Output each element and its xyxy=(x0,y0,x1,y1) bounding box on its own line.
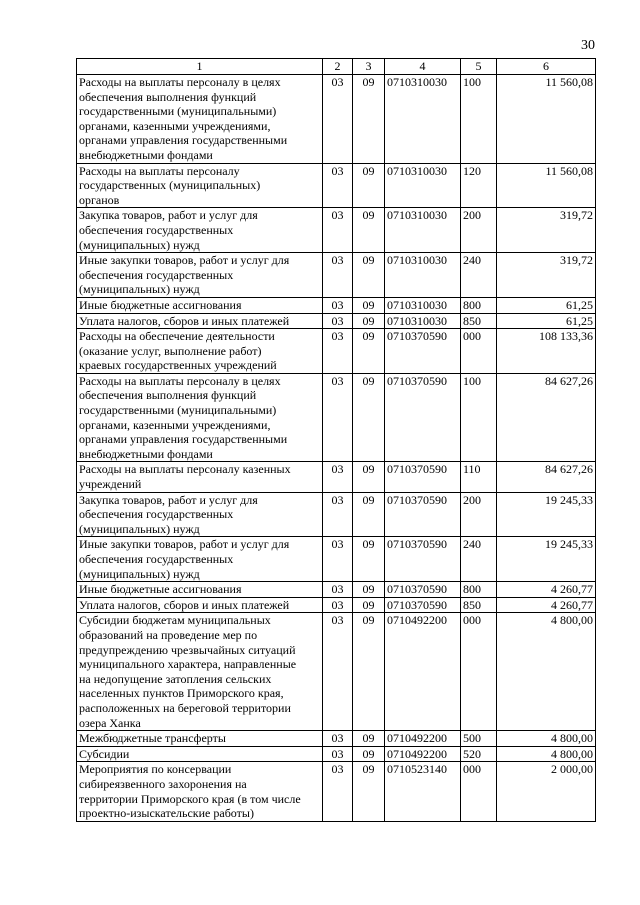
cell-expense-name: Уплата налогов, сборов и иных платежей xyxy=(77,313,323,329)
page-number: 30 xyxy=(581,38,595,53)
cell-expense-name: Расходы на выплаты персоналу казенных учреждений xyxy=(77,462,323,492)
cell-target-article: 0710310030 xyxy=(385,75,461,164)
header-col-2: 2 xyxy=(323,59,353,75)
table-row xyxy=(77,75,596,164)
cell-amount: 4 800,00 xyxy=(497,731,596,747)
cell-amount: 4 260,77 xyxy=(497,582,596,598)
table-row xyxy=(77,163,596,208)
table-row xyxy=(77,373,596,462)
cell-subsection: 09 xyxy=(353,582,385,598)
cell-subsection: 09 xyxy=(353,313,385,329)
budget-table xyxy=(76,58,596,822)
cell-target-article: 0710370590 xyxy=(385,582,461,598)
cell-expense-type: 000 xyxy=(461,762,497,821)
cell-target-article: 0710310030 xyxy=(385,313,461,329)
cell-expense-name: Мероприятия по консервации сибиреязвенного захоронения на территории Приморского края (в том числе проектно-изыскательские работы) xyxy=(77,762,323,821)
cell-subsection: 09 xyxy=(353,462,385,492)
cell-expense-type: 110 xyxy=(461,462,497,492)
cell-amount: 19 245,33 xyxy=(497,492,596,537)
cell-target-article: 0710370590 xyxy=(385,492,461,537)
cell-section: 03 xyxy=(323,597,353,613)
cell-amount: 11 560,08 xyxy=(497,75,596,164)
cell-expense-name: Субсидии xyxy=(77,746,323,762)
table-row xyxy=(77,731,596,747)
cell-amount: 19 245,33 xyxy=(497,537,596,582)
cell-expense-name: Расходы на выплаты персоналу государственных (муниципальных) органов xyxy=(77,163,323,208)
table-row xyxy=(77,613,596,731)
cell-section: 03 xyxy=(323,613,353,731)
cell-target-article: 0710370590 xyxy=(385,462,461,492)
cell-section: 03 xyxy=(323,762,353,821)
header-col-1: 1 xyxy=(77,59,323,75)
table-row xyxy=(77,746,596,762)
table-row xyxy=(77,329,596,374)
cell-expense-name: Иные бюджетные ассигнования xyxy=(77,297,323,313)
cell-section: 03 xyxy=(323,373,353,462)
cell-expense-name: Расходы на выплаты персоналу в целях обеспечения выполнения функций государственными (муниципальными) органами, казенными учреждениями, органами управления государственными внебюджетными фондами xyxy=(77,75,323,164)
cell-amount: 2 000,00 xyxy=(497,762,596,821)
cell-expense-type: 000 xyxy=(461,613,497,731)
table-row xyxy=(77,762,596,821)
cell-target-article: 0710310030 xyxy=(385,208,461,253)
table-row xyxy=(77,597,596,613)
cell-section: 03 xyxy=(323,462,353,492)
cell-subsection: 09 xyxy=(353,163,385,208)
cell-subsection: 09 xyxy=(353,253,385,298)
cell-expense-type: 850 xyxy=(461,597,497,613)
cell-expense-name: Закупка товаров, работ и услуг для обеспечения государственных (муниципальных) нужд xyxy=(77,208,323,253)
cell-target-article: 0710370590 xyxy=(385,597,461,613)
cell-section: 03 xyxy=(323,208,353,253)
cell-subsection: 09 xyxy=(353,731,385,747)
cell-section: 03 xyxy=(323,582,353,598)
cell-expense-type: 200 xyxy=(461,492,497,537)
cell-expense-type: 850 xyxy=(461,313,497,329)
cell-amount: 11 560,08 xyxy=(497,163,596,208)
cell-expense-type: 520 xyxy=(461,746,497,762)
header-col-4: 4 xyxy=(385,59,461,75)
cell-amount: 61,25 xyxy=(497,297,596,313)
cell-expense-name: Уплата налогов, сборов и иных платежей xyxy=(77,597,323,613)
table-row xyxy=(77,582,596,598)
cell-target-article: 0710310030 xyxy=(385,253,461,298)
cell-expense-type: 800 xyxy=(461,582,497,598)
header-row xyxy=(77,59,596,75)
cell-amount: 84 627,26 xyxy=(497,462,596,492)
cell-target-article: 0710492200 xyxy=(385,613,461,731)
header-col-5: 5 xyxy=(461,59,497,75)
cell-amount: 84 627,26 xyxy=(497,373,596,462)
cell-expense-name: Закупка товаров, работ и услуг для обеспечения государственных (муниципальных) нужд xyxy=(77,492,323,537)
cell-expense-type: 500 xyxy=(461,731,497,747)
table-header xyxy=(77,59,596,75)
cell-section: 03 xyxy=(323,163,353,208)
cell-amount: 108 133,36 xyxy=(497,329,596,374)
cell-subsection: 09 xyxy=(353,492,385,537)
cell-subsection: 09 xyxy=(353,329,385,374)
cell-expense-name: Субсидии бюджетам муниципальных образований на проведение мер по предупреждению чрезвычайных ситуаций муниципального характера, направленные на недопущение затопления сельских населенных пунктов Приморского края, расположенных на береговой территории озера Ханка xyxy=(77,613,323,731)
cell-subsection: 09 xyxy=(353,297,385,313)
cell-expense-type: 120 xyxy=(461,163,497,208)
cell-section: 03 xyxy=(323,746,353,762)
cell-expense-name: Иные закупки товаров, работ и услуг для обеспечения государственных (муниципальных) нужд xyxy=(77,253,323,298)
cell-amount: 4 800,00 xyxy=(497,746,596,762)
cell-expense-type: 100 xyxy=(461,373,497,462)
cell-section: 03 xyxy=(323,75,353,164)
cell-target-article: 0710370590 xyxy=(385,537,461,582)
cell-target-article: 0710492200 xyxy=(385,746,461,762)
cell-section: 03 xyxy=(323,731,353,747)
cell-amount: 4 260,77 xyxy=(497,597,596,613)
header-col-6: 6 xyxy=(497,59,596,75)
cell-expense-name: Иные закупки товаров, работ и услуг для обеспечения государственных (муниципальных) нужд xyxy=(77,537,323,582)
cell-section: 03 xyxy=(323,313,353,329)
cell-target-article: 0710492200 xyxy=(385,731,461,747)
table-row xyxy=(77,313,596,329)
cell-section: 03 xyxy=(323,537,353,582)
cell-subsection: 09 xyxy=(353,208,385,253)
cell-expense-name: Межбюджетные трансферты xyxy=(77,731,323,747)
cell-expense-name: Расходы на обеспечение деятельности (оказание услуг, выполнение работ) краевых государственных учреждений xyxy=(77,329,323,374)
cell-amount: 61,25 xyxy=(497,313,596,329)
table-row xyxy=(77,208,596,253)
cell-target-article: 0710310030 xyxy=(385,297,461,313)
cell-target-article: 0710523140 xyxy=(385,762,461,821)
cell-section: 03 xyxy=(323,253,353,298)
table-row xyxy=(77,297,596,313)
cell-subsection: 09 xyxy=(353,597,385,613)
cell-expense-type: 000 xyxy=(461,329,497,374)
table-row xyxy=(77,253,596,298)
cell-target-article: 0710370590 xyxy=(385,373,461,462)
cell-expense-type: 240 xyxy=(461,253,497,298)
cell-subsection: 09 xyxy=(353,75,385,164)
cell-amount: 4 800,00 xyxy=(497,613,596,731)
cell-section: 03 xyxy=(323,492,353,537)
cell-expense-type: 100 xyxy=(461,75,497,164)
cell-amount: 319,72 xyxy=(497,208,596,253)
table-body xyxy=(77,75,596,822)
cell-subsection: 09 xyxy=(353,537,385,582)
cell-subsection: 09 xyxy=(353,762,385,821)
cell-section: 03 xyxy=(323,329,353,374)
cell-subsection: 09 xyxy=(353,373,385,462)
cell-expense-name: Расходы на выплаты персоналу в целях обеспечения выполнения функций государственными (муниципальными) органами, казенными учреждениями, органами управления государственными внебюджетными фондами xyxy=(77,373,323,462)
cell-target-article: 0710310030 xyxy=(385,163,461,208)
header-col-3: 3 xyxy=(353,59,385,75)
table-row xyxy=(77,462,596,492)
cell-expense-name: Иные бюджетные ассигнования xyxy=(77,582,323,598)
table-row xyxy=(77,537,596,582)
cell-amount: 319,72 xyxy=(497,253,596,298)
cell-expense-type: 800 xyxy=(461,297,497,313)
cell-subsection: 09 xyxy=(353,746,385,762)
cell-expense-type: 240 xyxy=(461,537,497,582)
cell-section: 03 xyxy=(323,297,353,313)
cell-subsection: 09 xyxy=(353,613,385,731)
cell-expense-type: 200 xyxy=(461,208,497,253)
table-row xyxy=(77,492,596,537)
cell-target-article: 0710370590 xyxy=(385,329,461,374)
